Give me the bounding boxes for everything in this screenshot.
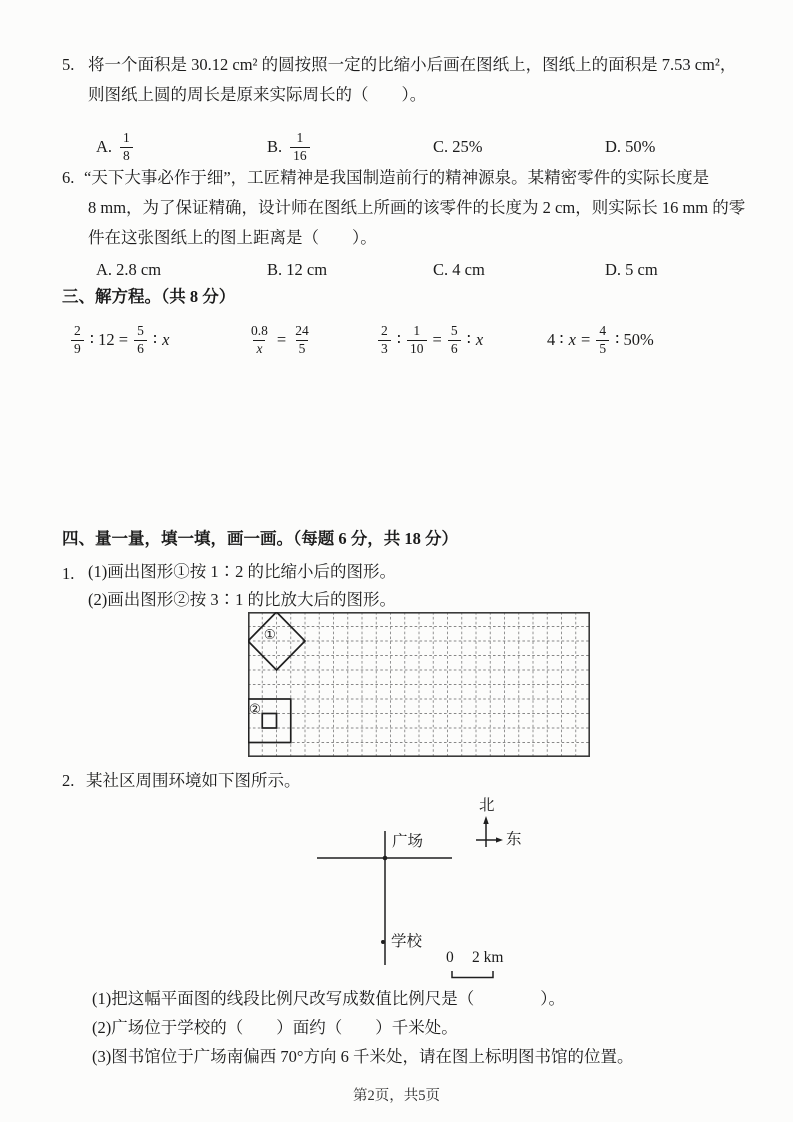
option-a-label: A. [96,137,113,156]
question-6-line3: 件在这张图纸上的图上距离是（ ）。 [88,228,377,247]
operator: ∶ 12 = [89,330,129,349]
equation-3 [377,320,483,360]
fraction-denominator: 5 [596,340,609,358]
compass-north-arrowhead [483,816,488,824]
operator: = [581,330,591,349]
fraction-denominator: 9 [71,340,84,358]
shape-label: ② [248,701,262,717]
page-footer: 第2页，共5页 [353,1088,440,1104]
operator: ∶ [396,330,402,349]
shape-2-inner-square [262,714,276,729]
variable-x: x [475,330,484,349]
variable-x: x [568,330,576,349]
item-2 [0,766,793,796]
fraction-numerator: 0.8 [251,322,268,338]
fraction-denominator: 10 [407,340,427,358]
operator: ∶ [152,330,158,349]
fraction-denominator: 8 [120,147,133,165]
subquestion-3: (3)图书馆位于广场南偏西 70°方向 6 千米处，请在图上标明图书馆的位置。 [92,1047,634,1066]
option-a: A. 2.8 cm [96,260,162,279]
scale-km-label: 2 km [472,949,504,966]
fraction-denominator: 5 [296,340,309,358]
compass-north-label: 北 [479,797,495,814]
fraction [120,130,133,165]
fraction-numerator: 24 [295,322,309,338]
option-c: C. 25% [433,137,483,156]
grid-figure[interactable] [248,612,590,762]
subquestion-1: (1)把这幅平面图的线段比例尺改写成数值比例尺是（ ）。 [92,989,565,1008]
compass-east-label: 东 [506,831,522,848]
operator: = [432,330,442,349]
option-b: B. 12 cm [267,260,328,279]
item-2-subquestions [0,984,793,1071]
compass-east-arrowhead [496,837,503,842]
shape-label: ① [263,626,276,642]
fraction-denominator: 6 [134,340,147,358]
scale-bar [452,971,493,978]
question-6-line2: 8 mm，为了保证精确，设计师在图纸上所画的该零件的长度为 2 cm，则实际长 16 mm 的零 [88,198,746,217]
fraction-denominator: 6 [448,340,461,358]
map-svg [300,795,540,995]
operator: = [276,330,287,349]
question-5-line2: 则图纸上圆的周长是原来实际周长的（ ）。 [88,85,427,104]
fraction-denominator: 3 [378,340,391,358]
question-6-number: 6. [62,168,75,187]
operand: ∶ 50% [615,330,654,349]
section-4-title: 四、量一量，填一填，画一画。（每题 6 分，共 18 分） [62,529,458,548]
option-d: D. 50% [605,137,656,156]
question-6-options [0,255,793,285]
fraction-numerator: 1 [413,322,421,338]
item-2-number: 2. [62,771,75,790]
question-5-line1: 将一个面积是 30.12 cm² 的圆按照一定的比缩小后画在图纸上，图纸上的面积是 7.53 cm²， [88,55,737,74]
option-b-label: B. [267,137,283,156]
option-d: D. 5 cm [605,260,658,279]
item-2-text: 某社区周围环境如下图所示。 [86,771,301,790]
grid-figure-svg [248,612,590,757]
plaza-label: 广场 [392,833,424,850]
fraction-denominator: x [253,340,265,358]
question-5-number: 5. [62,55,75,74]
item-1b: (2)画出图形②按 3∶1 的比放大后的图形。 [88,590,396,609]
fraction-numerator: 5 [137,322,144,338]
section-4 [0,526,793,614]
fraction-numerator: 4 [599,322,607,338]
fraction-numerator: 1 [123,129,130,145]
question-6 [0,163,793,285]
question-5 [0,50,793,170]
fraction-denominator: 16 [290,147,310,165]
subquestion-2: (2)广场位于学校的（ ）面约（ ）千米处。 [92,1018,458,1037]
question-6-line1: “天下大事必作于细”，工匠精神是我国制造前行的精神源泉。某精密零件的实际长度是 [84,168,710,187]
school-dot [381,940,385,944]
map-figure[interactable] [300,795,540,995]
equation-1 [70,320,169,360]
school-label: 学校 [391,933,423,950]
equation-4 [547,320,654,360]
equations-row [0,314,793,378]
equation-2 [247,320,313,360]
scale-zero-label: 0 [446,949,454,966]
section-3 [0,284,793,378]
operand: 4 ∶ [547,330,564,349]
fraction-numerator: 5 [450,322,458,338]
fraction-numerator: 1 [296,129,304,145]
fraction-numerator: 2 [381,322,388,338]
variable-x: x [162,330,170,349]
fraction-numerator: 2 [74,322,81,338]
fraction [290,130,310,165]
plaza-dot [383,856,388,861]
operator: ∶ [466,330,471,349]
item-1a: (1)画出图形①按 1∶2 的比缩小后的图形。 [88,562,396,581]
option-c: C. 4 cm [433,260,485,279]
item-1-number: 1. [62,564,75,583]
section-3-title: 三、解方程。（共 8 分） [62,287,236,306]
